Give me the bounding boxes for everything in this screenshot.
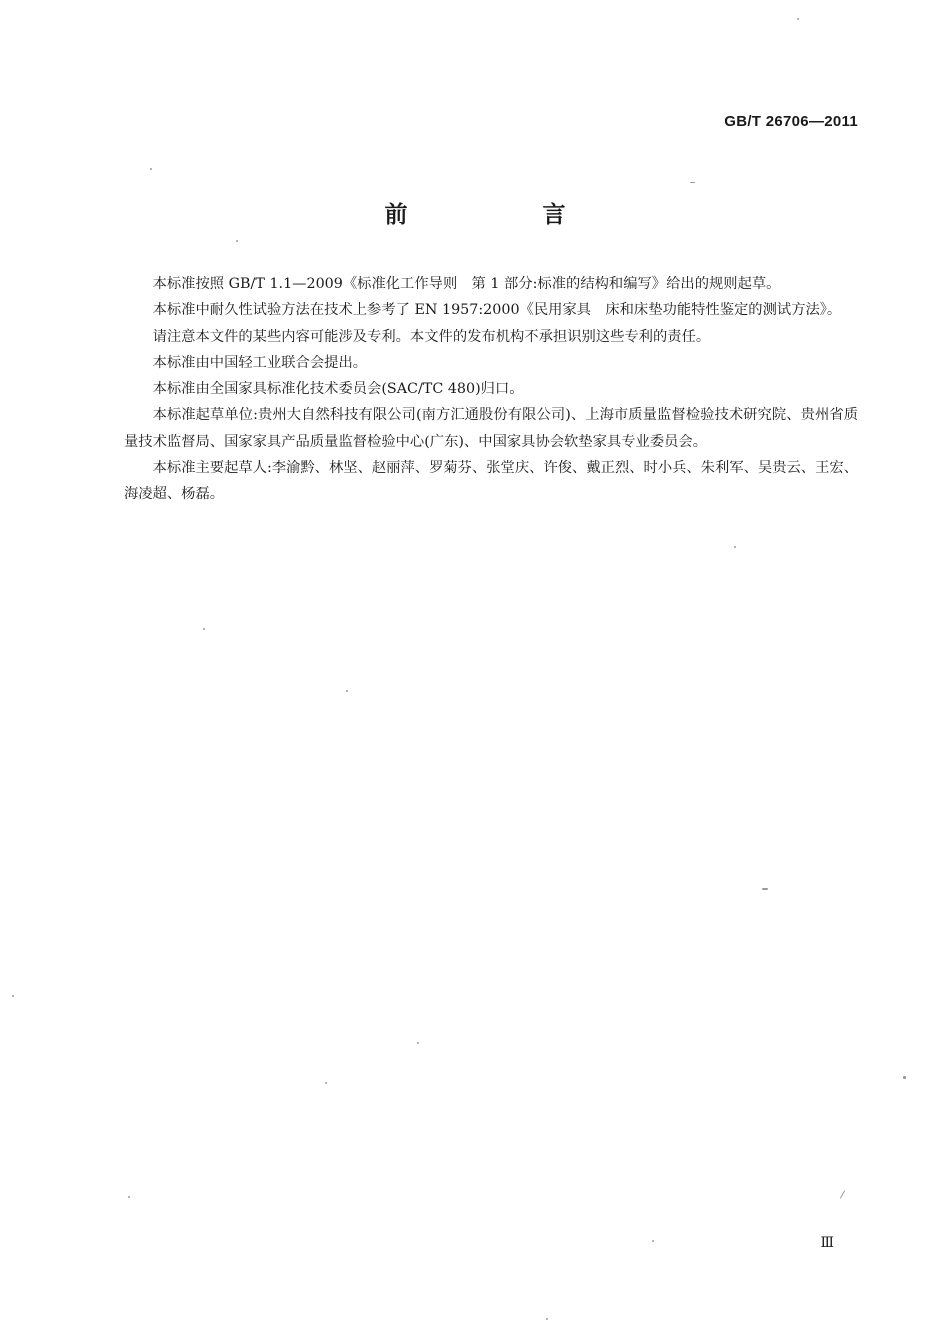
scan-speck [203,628,205,630]
standard-code: GB/T 26706—2011 [724,113,858,130]
paragraph-drafters: 本标准主要起草人:李渝黔、林坚、赵丽萍、罗菊芬、张堂庆、许俊、戴正烈、时小兵、朱利军、吴贵云、王宏、海凌超、杨磊。 [124,460,858,503]
paragraph-drafting-rules: 本标准按照 GB/T 1.1—2009《标准化工作导则 第 1 部分:标准的结构和编写》给出的规则起草。 [152,276,781,292]
scan-speck [546,1318,548,1320]
scan-speck [417,1042,419,1044]
foreword-body [124,271,858,508]
scan-speck [346,690,348,692]
paragraph-patent-notice: 请注意本文件的某些内容可能涉及专利。本文件的发布机构不承担识别这些专利的责任。 [152,328,711,345]
scan-speck [690,182,695,183]
scan-speck [652,1240,654,1242]
page-number: Ⅲ [820,1235,834,1251]
paragraph-drafting-units: 本标准起草单位:贵州大自然科技有限公司(南方汇通股份有限公司)、上海市质量监督检验技术研究院、贵州省质量技术监督局、国家家具产品质量监督检验中心(广东)、中国家具协会软垫家具专业委员会。 [124,407,858,450]
scan-speck [150,168,152,170]
scan-speck [734,546,736,548]
scan-speck [12,995,14,997]
scan-speck [325,1082,327,1084]
scan-speck [797,18,799,20]
paragraph-technical-committee: 本标准由全国家具标准化技术委员会(SAC/TC 480)归口。 [152,381,524,398]
scan-speck [762,888,768,890]
paragraph-test-method-reference: 本标准中耐久性试验方法在技术上参考了 EN 1957:2000《民用家具 床和床垫功能特性鉴定的测试方法》。 [152,302,842,319]
scan-speck [236,240,238,242]
paragraph-proposer: 本标准由中国轻工业联合会提出。 [152,354,368,371]
scan-speck [840,1190,845,1198]
scan-speck [903,1076,906,1079]
scan-speck [128,1196,130,1198]
page-title: 前 言 [384,202,622,228]
